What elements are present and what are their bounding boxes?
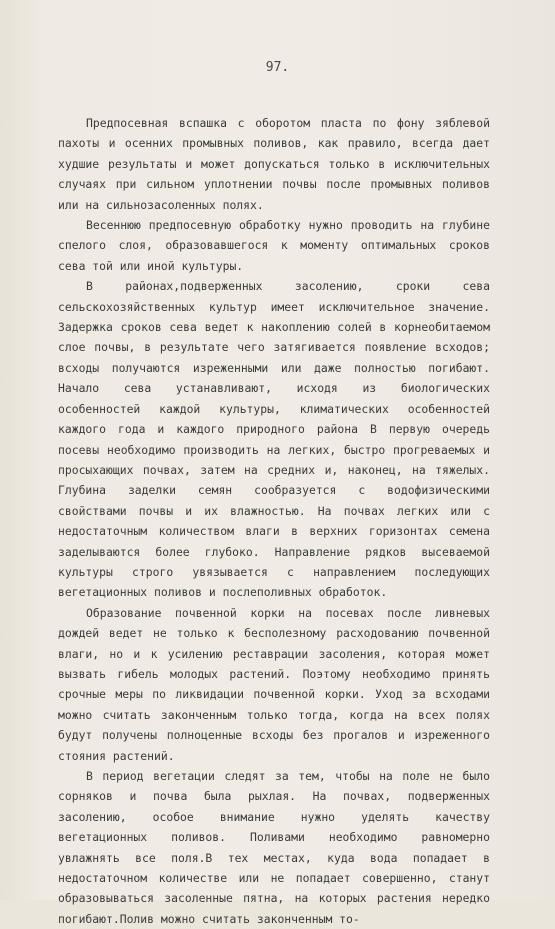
paragraph: В период вегетации следят за тем, чтобы на поле не было сорняков и почва была рыхлая. На почвах, подверженных засолению, особое внимание нужно уделять качеству вегетационных поливов. Поливами необходимо равномерно увлажнять все поля.В тех местах, куда вода попадает в недостаточном количестве или не попадает совершенно, станут образовываться засоленные пятна, на которых растения нередко погибают.Полив можно считать законченным то- — [58, 769, 490, 926]
page-number: 97. — [265, 60, 290, 75]
document-body — [58, 113, 490, 929]
paragraph: Предпосевная вспашка с оборотом пласта по фону зяблевой пахоты и осенних промывных поливов, как правило, всегда дает худшие результаты и может допускаться только в исключительных случаях при сильном уплотнении почвы после промывных поливов или на сильнозасоленных полях. — [58, 116, 490, 212]
paragraph: В районах,подверженных засолению, сроки сева сельскохозяйственных культур имеет исключительное значение. Задержка сроков сева ведет к накоплению солей в корнеобитаемом слое почвы, в результате чего затягивается появление всходов; всходы получаются изреженными или даже полностью погибают. Начало сева устанавливают, исходя из биологических особенностей каждой культуры, климатических особенностей каждого года и каждого природного района В первую очередь посевы необходимо производить на легких, быстро прогреваемых и просыхающих почвах, затем на средних и, наконец, на тяжелых. Глубина заделки семян сообразуется с водофизическими свойствами почвы и их влажностью. На почвах легких или с недостаточным количеством влаги в верхних горизонтах семена заделываются более глубоко. Направление рядков высеваемой культуры строго увязывается с направлением последующих вегетационных поливов и послеполивных обработок. — [58, 279, 490, 600]
paragraph: Образование почвенной корки на посевах после ливневых дождей ведет не только к бесполезному расходованию почвенной влаги, но и к усилению реставрации засоления, которая может вызвать гибель молодых растений. Поэтому необходимо принять срочные меры по ликвидации почвенной корки. Уход за всходами можно считать законченным только тогда, когда на всех полях будут получены полноценные всходы без прогалов и изреженного стояния растений. — [58, 605, 490, 763]
paragraph: Весеннюю предпосевную обработку нужно проводить на глубине спелого слоя, образовавшегося к моменту оптимальных сроков сева той или иной культуры. — [58, 218, 490, 273]
